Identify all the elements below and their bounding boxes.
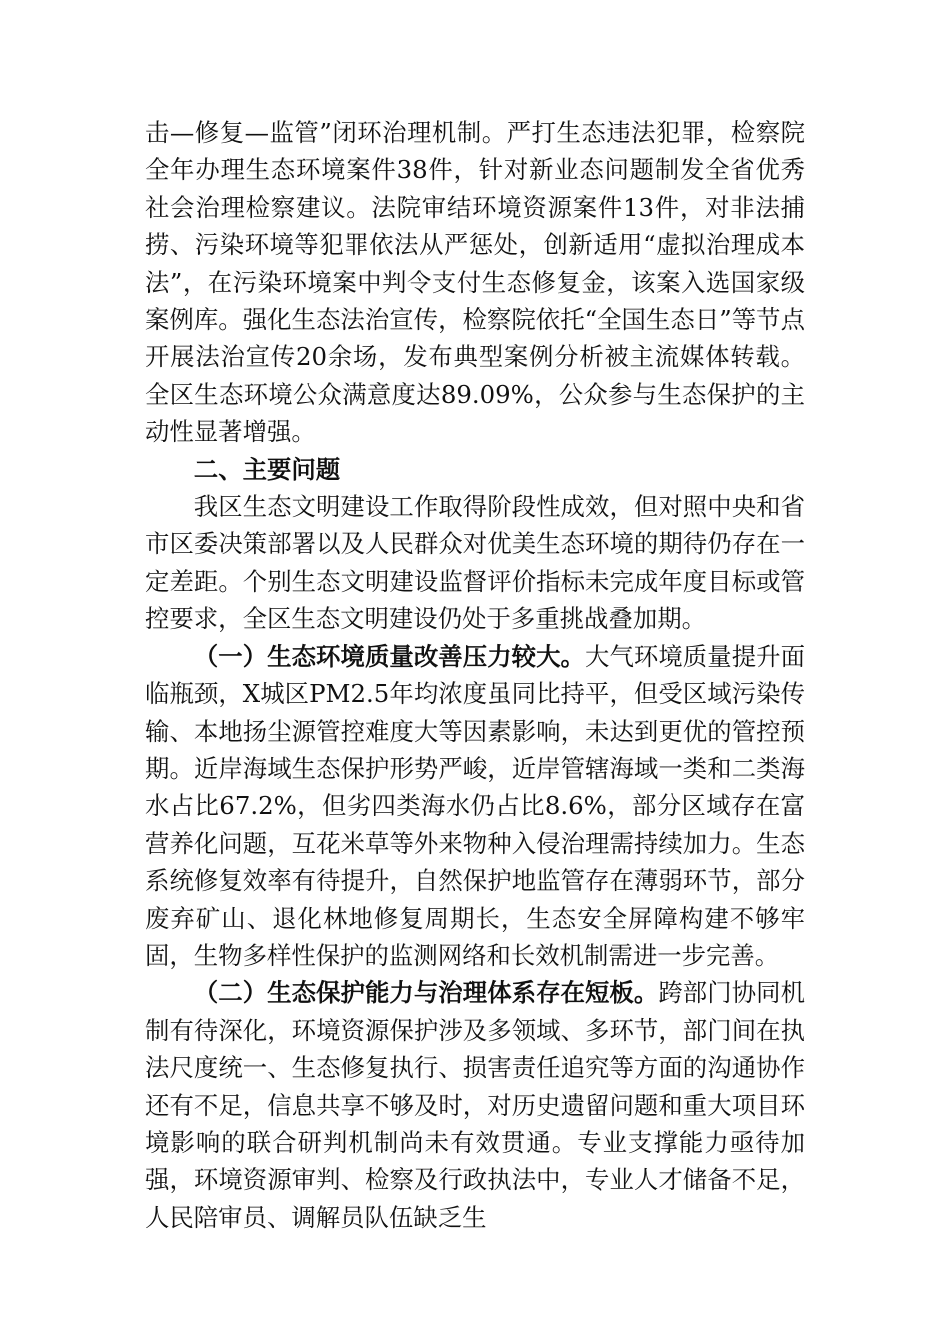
subsection-1-title: （一）生态环境质量改善压力较大。 xyxy=(193,641,585,671)
subsection-2-body: 跨部门协同机制有待深化，环境资源保护涉及多领域、多环节，部门间在执法尺度统一、生态修复执行、损害责任追究等方面的沟通协作还有不足，信息共享不够及时，对历史遗留问题和重大项目环境影响的联合研判机制尚未有效贯通。专业支撑能力亟待加强，环境资源审判、检察及行政执法中，专业人才储备不足，人民陪审员、调解员队伍缺乏生 xyxy=(145,978,805,1232)
subsection-1-body: 大气环境质量提升面临瓶颈，X城区PM2.5年均浓度虽同比持平，但受区域污染传输、本地扬尘源管控难度大等因素影响，未达到更优的管控预期。近岸海域生态保护形势严峻，近岸管辖海域一类和二类海水占比67.2%，但劣四类海水仍占比8.6%，部分区域存在富营养化问题，互花米草等外来物种入侵治理需持续加力。生态系统修复效率有待提升，自然保护地监管存在薄弱环节，部分废弃矿山、退化林地修复周期长，生态安全屏障构建不够牢固，生物多样性保护的监测网络和长效机制需进一步完善。 xyxy=(145,641,805,970)
intro-paragraph: 击—修复—监管”闭环治理机制。严打生态违法犯罪，检察院全年办理生态环境案件38件，针对新业态问题制发全省优秀社会治理检察建议。法院审结环境资源案件13件，对非法捕捞、污染环境等犯罪依法从严惩处，创新适用“虚拟治理成本法”，在污染环境案中判令支付生态修复金，该案入选国家级案例库。强化生态法治宣传，检察院依托“全国生态日”等节点开展法治宣传20余场，发布典型案例分析被主流媒体转载。全区生态环境公众满意度达89.09%，公众参与生态保护的主动性显著增强。 xyxy=(145,118,805,447)
subsection-2-paragraph xyxy=(145,974,805,1236)
document-page xyxy=(145,114,805,1236)
subsection-1-paragraph xyxy=(145,638,805,975)
section-heading: 二、主要问题 xyxy=(193,454,341,484)
section-intro-paragraph: 我区生态文明建设工作取得阶段性成效，但对照中央和省市区委决策部署以及人民群众对优美生态环境的期待仍存在一定差距。个别生态文明建设监督评价指标未完成年度目标或管控要求，全区生态文明建设仍处于多重挑战叠加期。 xyxy=(145,492,805,634)
subsection-2-title: （二）生态保护能力与治理体系存在短板。 xyxy=(193,978,659,1008)
